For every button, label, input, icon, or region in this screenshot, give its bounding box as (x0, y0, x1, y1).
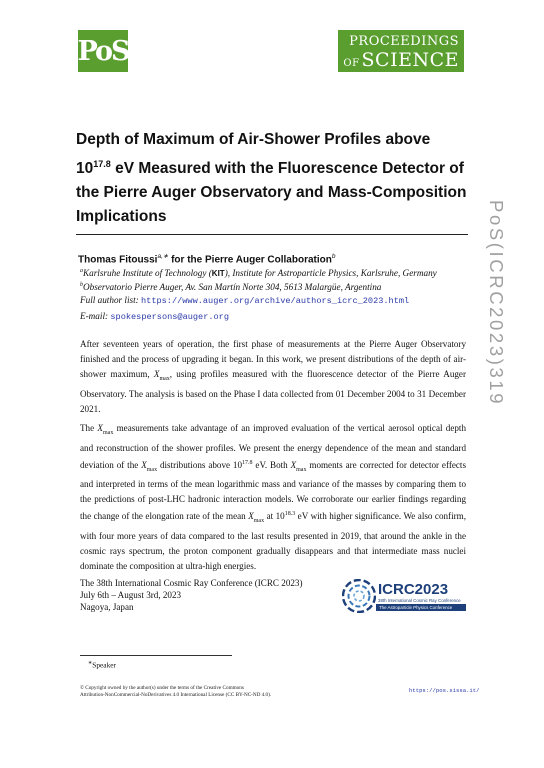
pos-logo-text: PoS (77, 35, 129, 67)
affiliation-a (80, 268, 437, 278)
title-line-1: Depth of Maximum of Air-Shower Profiles above (76, 131, 431, 148)
proceedings-word: PROCEEDINGS (349, 34, 459, 49)
pos-identifier-sidebar: PoS(ICRC2023)319 (486, 200, 507, 407)
paper-title (76, 128, 471, 229)
affil-a-text-1: Karlsruhe Institute of Technology ( (83, 268, 212, 279)
conference-name: The 38th International Cosmic Ray Conference (ICRC 2023) (80, 578, 303, 588)
title-energy-exponent: 17.8 (93, 159, 111, 169)
license-line-2: Attribution-NonCommercial-NoDerivatives 4.0 International License (CC BY-NC-ND 4.0). (80, 692, 272, 698)
affil-b-mark: b (80, 282, 83, 288)
author-name: Thomas Fitoussi (78, 254, 158, 266)
abstract-paragraph-2: The $X_{max}$ measurements take advantage of an improved evaluation of the vertical aerosol optical depth and reconstruction of the shower profiles. We present the energy dependence of the mean and standard deviation of the $X_{max}$ distributions above $10^{17.8}$ eV. Both $X_{max}$ moments are corrected for detector effects and interpreted in terms of the mean logarithmic mass and variance of the masses by comparing them to the predictions of post-LHC hadronic interaction models. We corroborate our earlier findings regarding the change of the elongation rate of the mean $X_{max}$ at $10^{18.3}$ eV with higher significance. We also confirm, with four more years of data compared to the last results presented in 2019, that around the ankle in the cosmic rays spectrum, the proton component gradually disappears and that intermediate mass nuclei dominate the composition at ultra-high energies. (80, 422, 466, 572)
affil-a-mark: a (80, 268, 83, 274)
collab-affil-mark: b (331, 253, 336, 260)
conference-location: Nagoya, Japan (80, 602, 134, 612)
title-line-4: Implications (76, 208, 167, 226)
pos-url-link[interactable]: https://pos.sissa.it/ (409, 687, 480, 694)
footnote-text: Speaker (92, 660, 117, 670)
license-line-1: © Copyright owned by the author(s) under the terms of the Creative Commons (80, 685, 244, 691)
science-word: SCIENCE (361, 49, 459, 71)
abstract (80, 337, 466, 578)
of-word: OF (343, 58, 360, 69)
title-rule (76, 234, 468, 235)
footnote (88, 660, 116, 669)
pos-logo (78, 30, 128, 72)
author-line (78, 252, 336, 265)
icrc-logo-title: ICRC2023 (378, 581, 449, 598)
footnote-mark: ∗ (88, 661, 93, 666)
affil-b-text: Observatorio Pierre Auger, Av. San Martín Norte 304, 5613 Malargüe, Argentina (83, 282, 382, 293)
email-line (80, 311, 229, 322)
affil-a-text-2: ), Institute for Astroparticle Physics, Karlsruhe, Germany (224, 268, 437, 279)
abstract-paragraph-1: After seventeen years of operation, the first phase of measurements at the Pierre Auger Observatory finished and the process of upgrading it began. In this work, we present distributions of the depth of air-shower maximum, $X_{max}$, using profiles measured with the fluorescence detector of the Pierre Auger Observatory. The analysis is based on the Phase I data collected from 01 December 2004 to 31 December 2021. (80, 339, 466, 414)
author-list-label: Full author list: (80, 295, 141, 305)
footnote-rule (80, 655, 232, 656)
title-energy-base: 10 (76, 160, 94, 178)
affiliation-b (80, 282, 381, 292)
icrc-logo-subtitle: 38th International Cosmic Ray Conference (378, 598, 461, 603)
email-link[interactable]: spokespersons@auger.org (110, 312, 229, 322)
of-science-line (343, 49, 459, 71)
license-text (80, 685, 271, 699)
icrc-logo-bar (376, 604, 466, 611)
title-line-2 (76, 152, 471, 181)
author-affil-mark: a,∗ (157, 253, 169, 260)
author-list-link[interactable]: https://www.auger.org/archive/authors_icrc_2023.html (141, 296, 410, 306)
collaboration-name: for the Pierre Auger Collaboration (168, 254, 332, 266)
author-list-line (80, 295, 409, 306)
proceedings-of-science-logo (338, 30, 464, 72)
icrc-emblem-icon (342, 579, 376, 613)
email-label: E-mail: (80, 311, 111, 321)
conference-info (80, 577, 303, 613)
kit-logo-text: KIT (211, 269, 225, 279)
title-line-3: the Pierre Auger Observatory and Mass-Composition (76, 184, 467, 202)
conference-dates: July 6th – August 3rd, 2023 (80, 590, 182, 600)
icrc-logo-bar-text: The Astroparticle Physics Conference (379, 605, 453, 610)
title-line-2-rest: eV Measured with the Fluorescence Detector of (110, 160, 464, 178)
